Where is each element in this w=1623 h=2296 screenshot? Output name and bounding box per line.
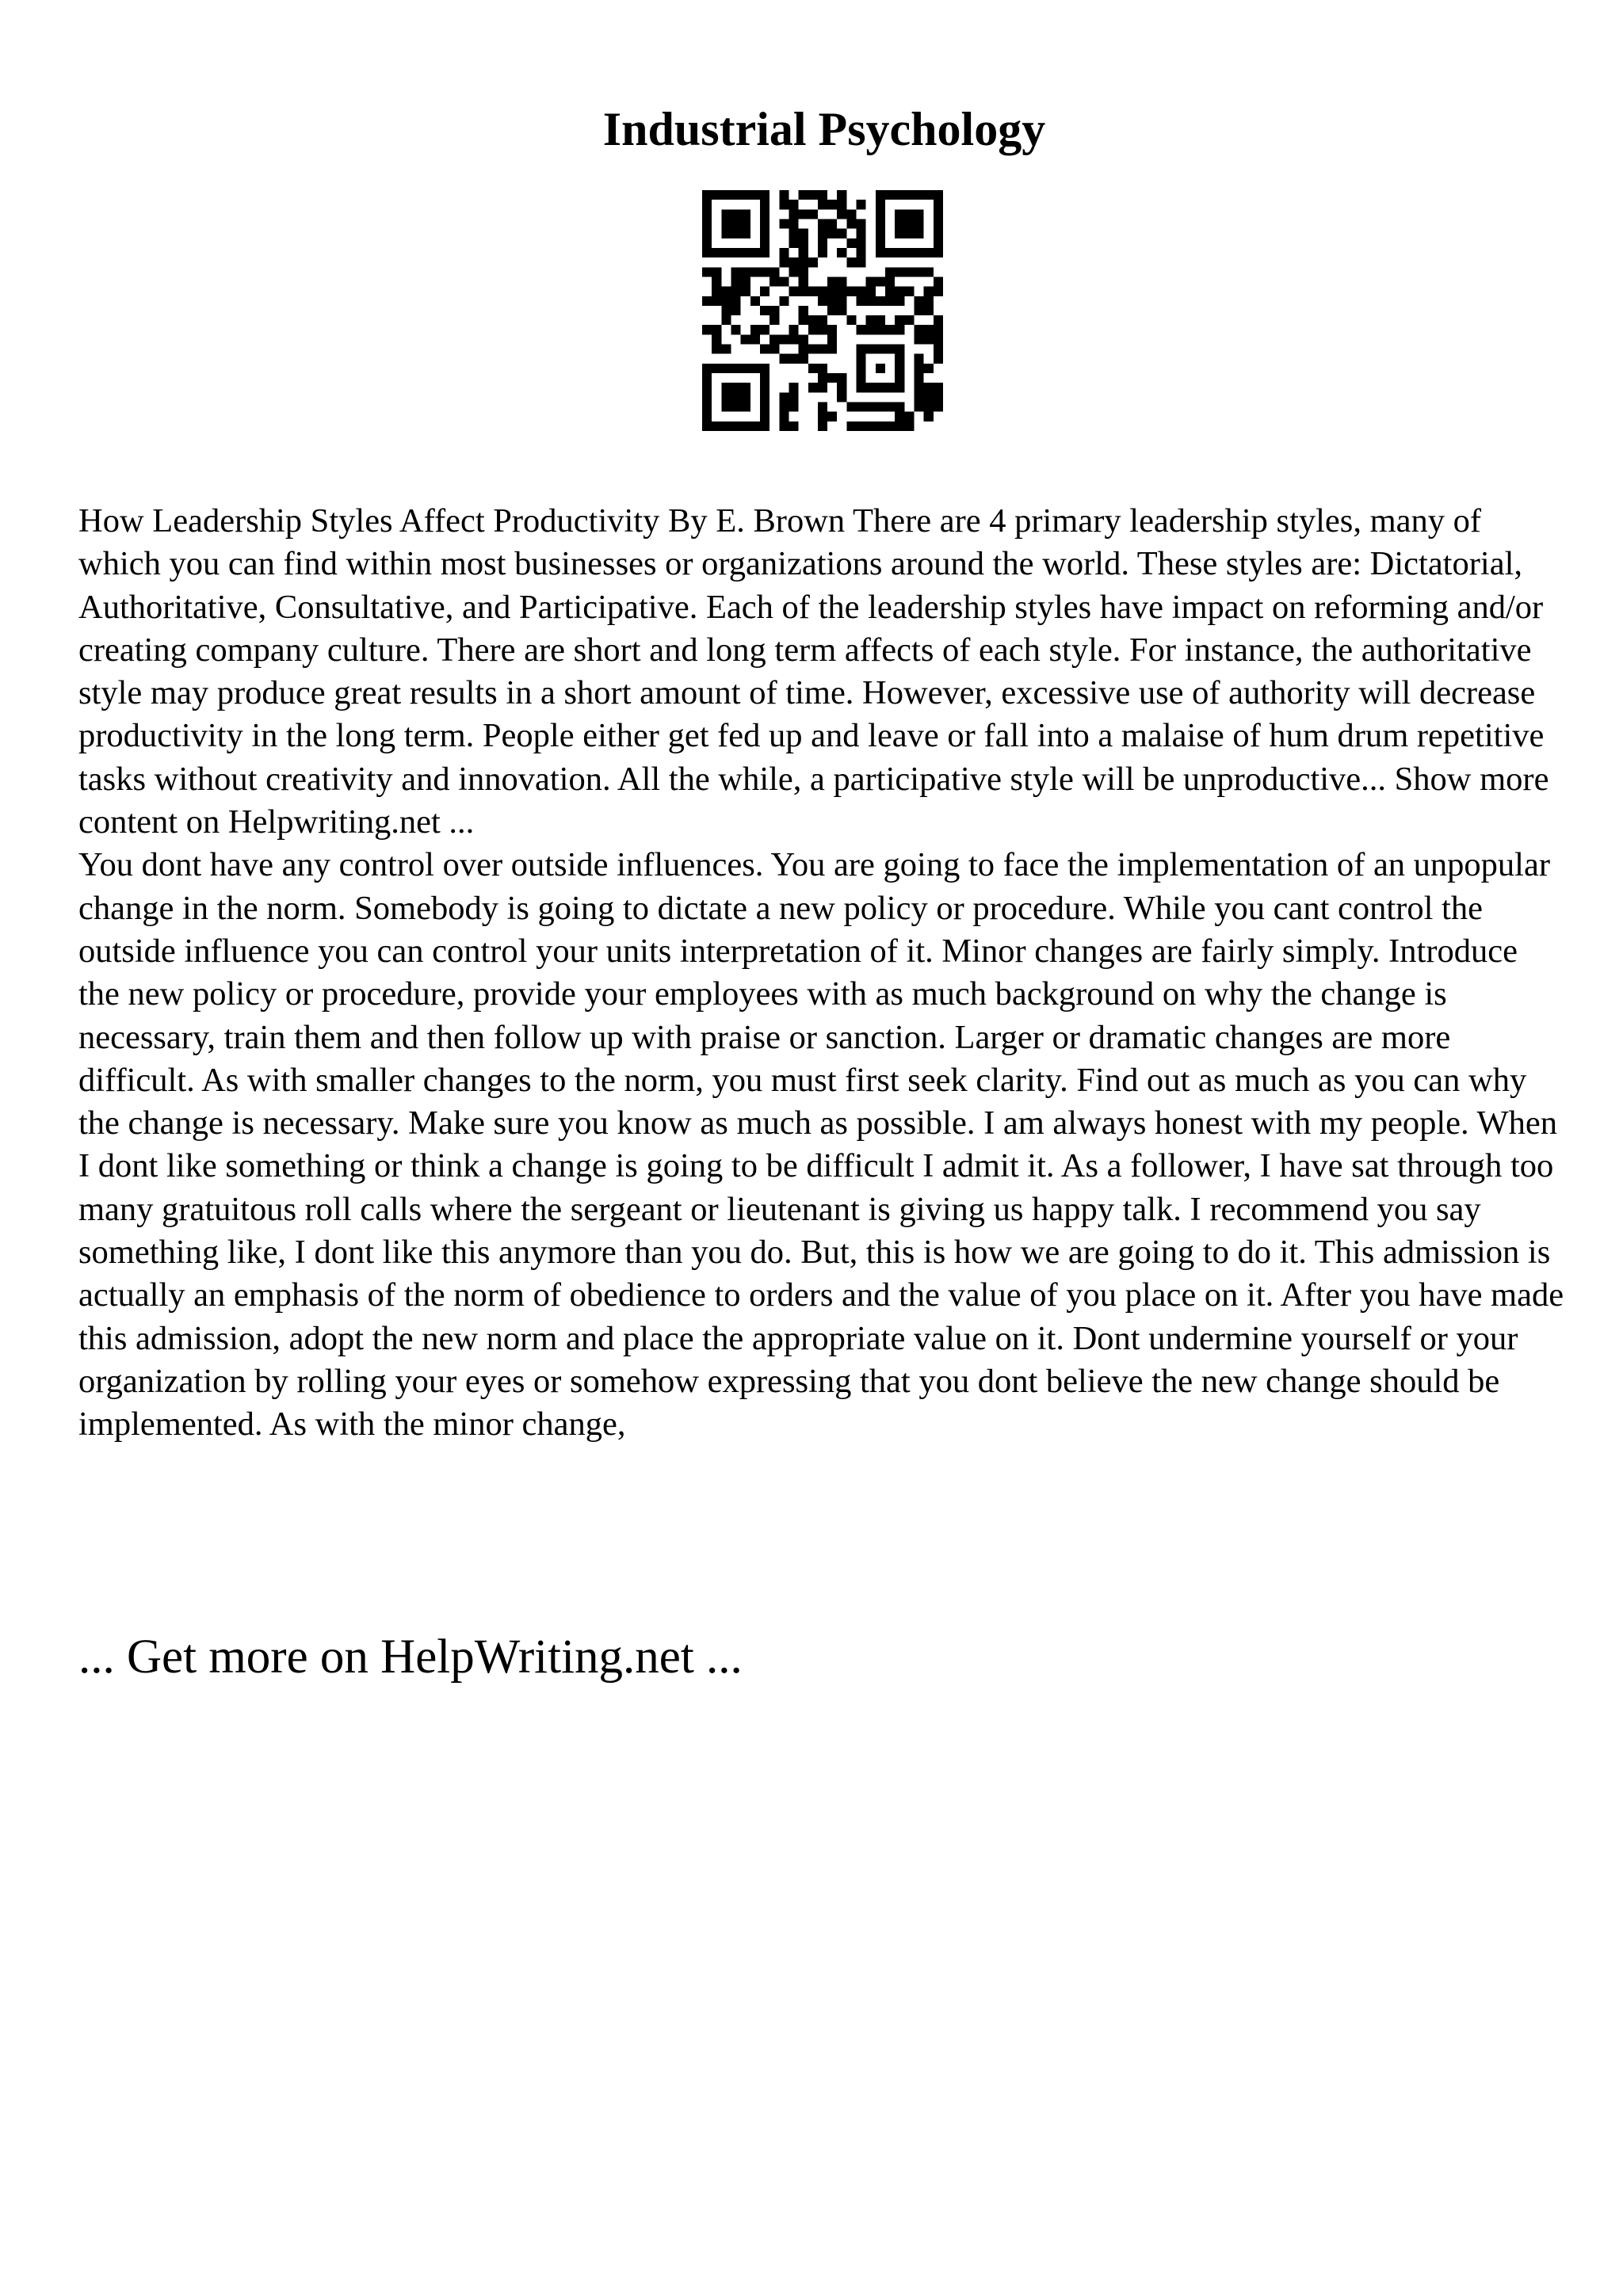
paragraph: You dont have any control over outside influences. You are going to face the implementation of an unpopular change in the norm. Somebody is going to dictate a new policy or procedure. While you cant control the outside influence you can control your units interpretation of it. Minor changes are fairly simply. Introduce the new policy or procedure, provide your employees with as much background on why the change is necessary, train them and then follow up with praise or sanction. Larger or dramatic changes are more difficult. As with smaller changes to the norm, you must first seek clarity. Find out as much as you can why the change is necessary. Make sure you know as much as possible. I am always honest with my people. When I dont like something or think a change is going to be difficult I admit it. As a follower, I have sat through too many gratuitous roll calls where the sergeant or lieutenant is giving us happy talk. I recommend you say something like, I dont like this anymore than you do. But, this is how we are going to do it. This admission is actually an emphasis of the norm of obedience to orders and the value of you place on it. After you have made this admission, adopt the new norm and place the appropriate value on it. Dont undermine yourself or your organization by rolling your eyes or somehow expressing that you dont believe the new change should be implemented. As with the minor change, xyxy=(78,846,1564,1444)
qr-code-icon[interactable] xyxy=(702,190,943,431)
get-more-link[interactable]: ... Get more on HelpWriting.net ... xyxy=(78,1630,743,1684)
paragraph: How Leadership Styles Affect Productivity By E. Brown There are 4 primary leadership styles, many of which you can find within most businesses or organizations around the world. These styles are: Dictatorial, Authoritative, Consultative, and Participative. Each of the leadership styles have impact on reforming and/or creating company culture. There are short and long term affects of each style. For instance, the authoritative style may produce great results in a short amount of time. However, excessive use of authority will decrease productivity in the long term. People either get fed up and leave or fall into a malaise of hum drum repetitive tasks without creativity and innovation. All the while, a participative style will be unproductive... Show more content on Helpwriting.net ... xyxy=(78,502,1549,841)
document-body xyxy=(78,500,1565,1447)
page-title: Industrial Psychology xyxy=(602,103,1046,155)
